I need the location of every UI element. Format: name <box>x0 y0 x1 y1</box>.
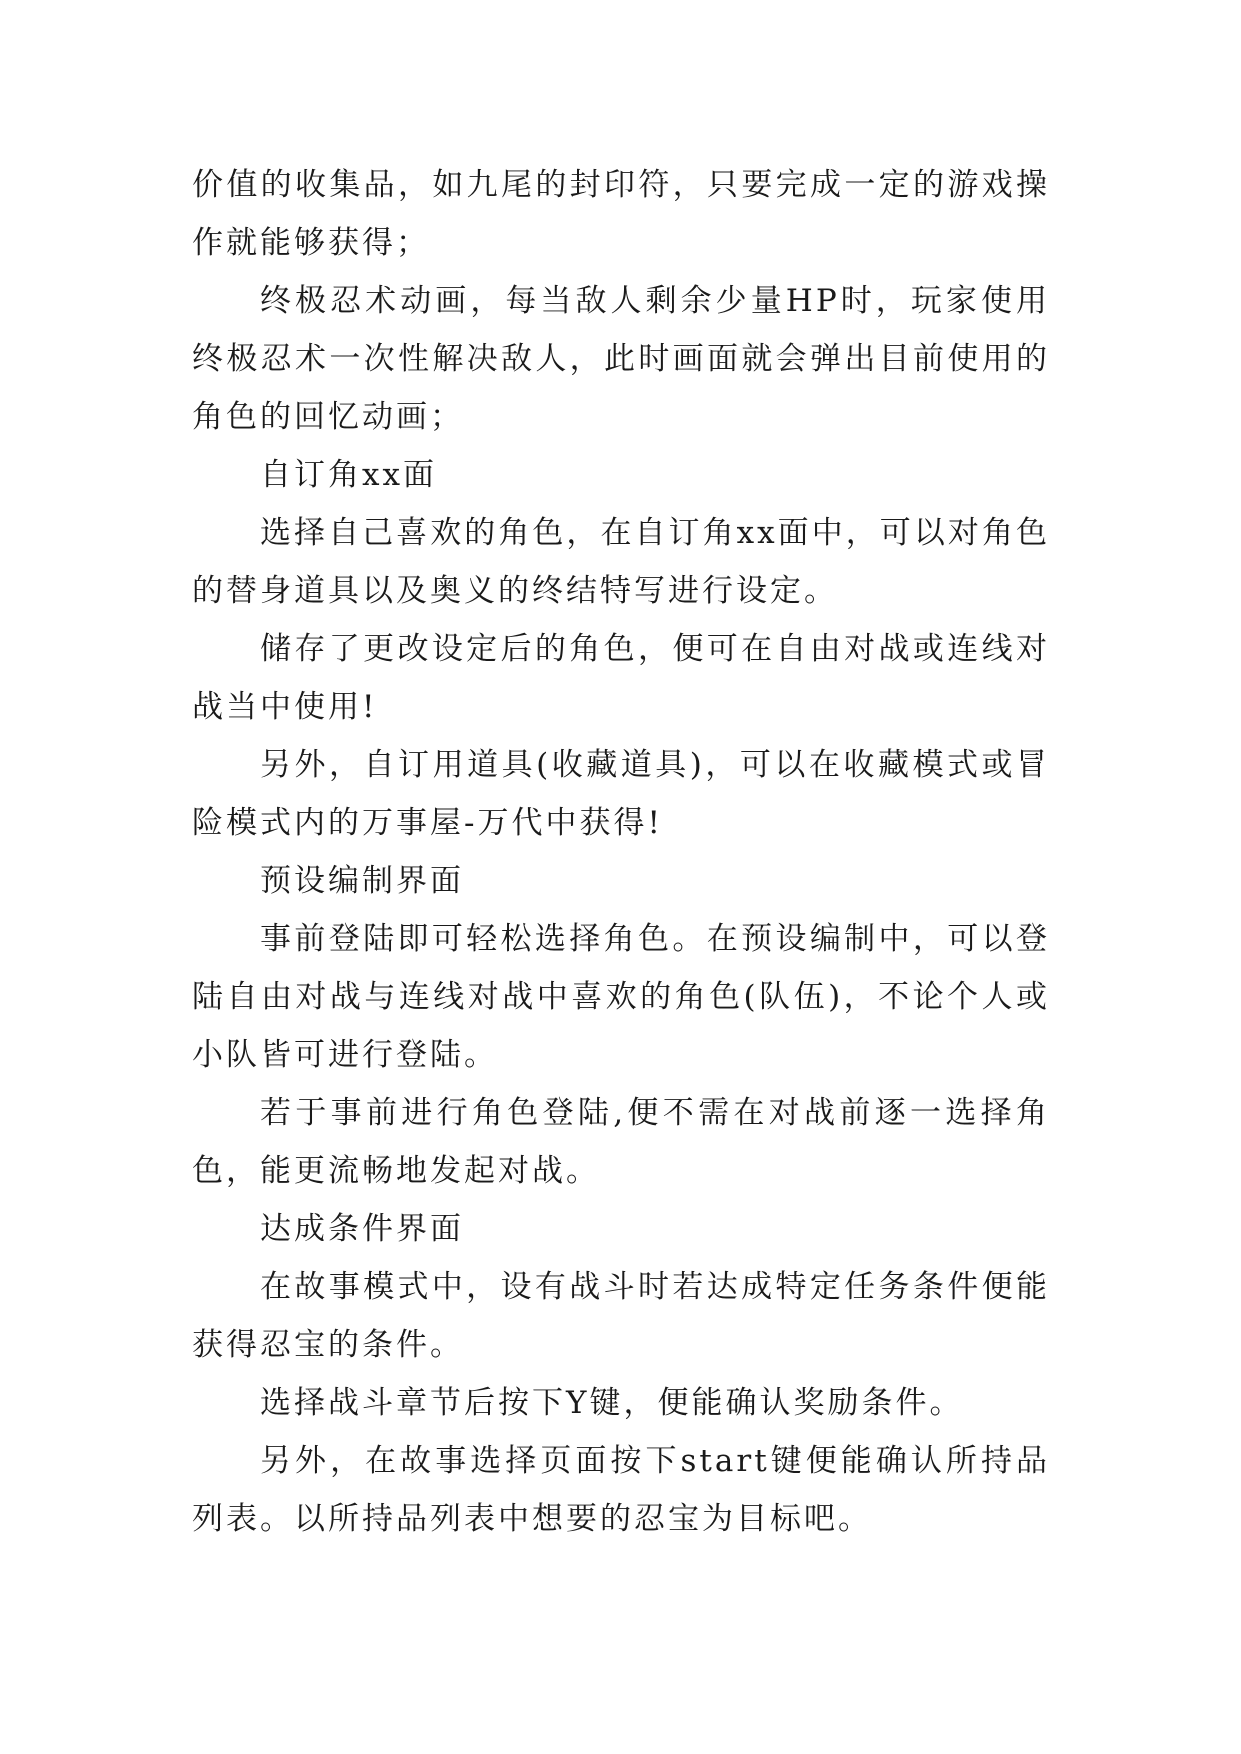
paragraph-11: 在故事模式中，设有战斗时若达成特定任务条件便能获得忍宝的条件。 <box>192 1269 1050 1363</box>
document-body <box>192 156 1050 1548</box>
paragraph-6: 另外，自订用道具(收藏道具)，可以在收藏模式或冒险模式内的万事屋-万代中获得! <box>192 747 1050 841</box>
paragraph-5: 储存了更改设定后的角色，便可在自由对战或连线对战当中使用! <box>192 631 1050 725</box>
paragraph-4: 选择自己喜欢的角色，在自订角xx面中，可以对角色的替身道具以及奥义的终结特写进行设定。 <box>192 515 1050 609</box>
paragraph-8: 事前登陆即可轻松选择角色。在预设编制中，可以登陆自由对战与连线对战中喜欢的角色(队伍)，不论个人或小队皆可进行登陆。 <box>192 921 1050 1073</box>
section-heading-conditions: 达成条件界面 <box>260 1211 464 1247</box>
paragraph-1: 价值的收集品，如九尾的封印符，只要完成一定的游戏操作就能够获得； <box>192 167 1050 261</box>
paragraph-9: 若于事前进行角色登陆,便不需在对战前逐一选择角色，能更流畅地发起对战。 <box>192 1095 1050 1189</box>
paragraph-2: 终极忍术动画，每当敌人剩余少量HP时，玩家使用终极忍术一次性解决敌人，此时画面就会弹出目前使用的角色的回忆动画； <box>192 283 1050 435</box>
paragraph-13: 另外，在故事选择页面按下start键便能确认所持品列表。以所持品列表中想要的忍宝为目标吧。 <box>192 1443 1050 1537</box>
section-heading-preset: 预设编制界面 <box>260 863 464 899</box>
paragraph-12: 选择战斗章节后按下Y键，便能确认奖励条件。 <box>260 1385 964 1421</box>
section-heading-custom: 自订角xx面 <box>260 457 437 493</box>
